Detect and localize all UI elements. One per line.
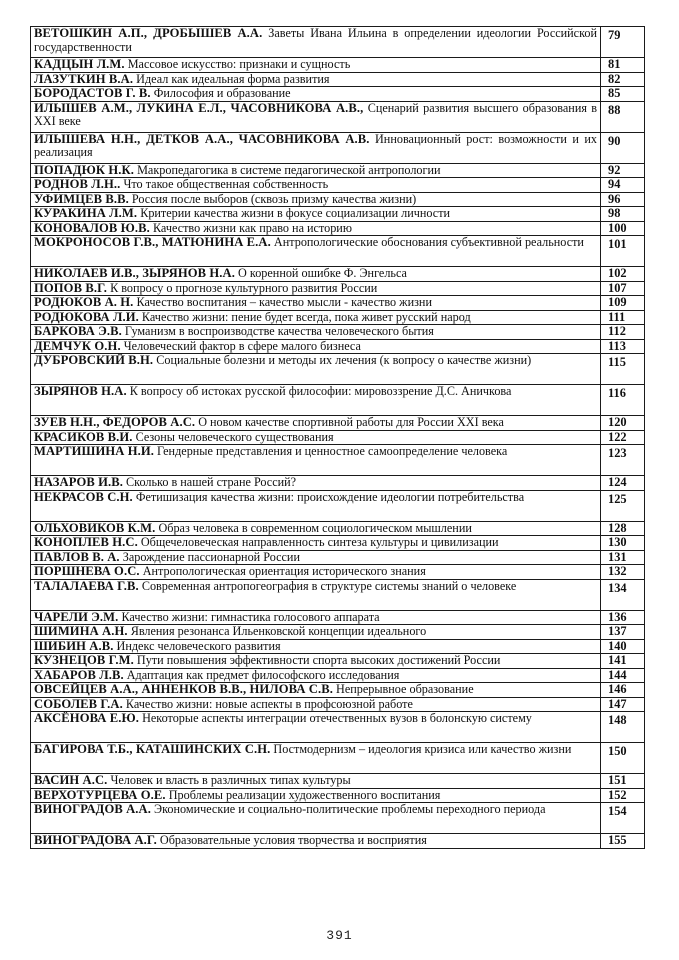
toc-row xyxy=(31,325,645,340)
entry-page: 147 xyxy=(601,697,645,712)
entry-title: Гуманизм в воспроизводстве качества человеческого бытия xyxy=(124,324,434,338)
entry-authors: ВИНОГРАДОВА А.Г. xyxy=(34,833,157,847)
toc-entry xyxy=(31,521,601,536)
entry-authors: ПАВЛОВ В. А. xyxy=(34,549,120,564)
entry-title: О новом качестве спортивной работы для России XXI века xyxy=(198,415,504,429)
entry-title: Заветы Ивана Ильина в определении идеологии Российской государственности xyxy=(34,26,598,54)
entry-page: 141 xyxy=(601,654,645,669)
entry-title: Инновационный рост: возможности и их реализация xyxy=(34,131,597,159)
entry-title: Сезоны человеческого существования xyxy=(135,429,334,444)
entry-title: Проблемы реализации художественного воспитания xyxy=(168,787,441,802)
entry-title: Философия и образование xyxy=(153,86,291,100)
entry-title: Индекс человеческого развития xyxy=(116,638,281,653)
entry-title: Антропологические обоснования субъективной реальности xyxy=(273,235,584,249)
toc-entry xyxy=(31,610,601,625)
toc-row xyxy=(31,339,645,354)
entry-authors: НЕКРАСОВ С.Н. xyxy=(34,489,133,504)
entry-title: Макропедагогика в системе педагогической антропологии xyxy=(137,162,441,177)
toc-entry xyxy=(31,476,601,491)
entry-page: 90 xyxy=(601,132,645,163)
entry-page: 94 xyxy=(601,178,645,193)
toc-row xyxy=(31,683,645,698)
entry-authors: ПОПОВ В.Г. xyxy=(34,280,108,295)
toc-row xyxy=(31,192,645,207)
entry-authors: ИЛЫШЕВА Н.Н., ДЕТКОВ А.А., ЧАСОВНИКОВА А.В. xyxy=(34,131,370,146)
toc-entry xyxy=(31,654,601,669)
entry-page: 82 xyxy=(601,72,645,87)
entry-authors: НИКОЛАЕВ И.В., ЗЫРЯНОВ Н.А. xyxy=(34,266,235,280)
toc-row xyxy=(31,639,645,654)
toc-entry xyxy=(31,579,601,610)
entry-page: 148 xyxy=(601,712,645,743)
toc-entry xyxy=(31,445,601,476)
toc-row xyxy=(31,354,645,385)
entry-page: 124 xyxy=(601,476,645,491)
entry-authors: ТАЛАЛАЕВА Г.В. xyxy=(34,578,139,593)
entry-title: Образовательные условия творчества и восприятия xyxy=(159,833,427,847)
entry-authors: УФИМЦЕВ В.В. xyxy=(34,191,129,206)
entry-page: 120 xyxy=(601,416,645,431)
toc-entry xyxy=(31,668,601,683)
toc-entry xyxy=(31,281,601,296)
entry-page: 85 xyxy=(601,87,645,102)
entry-page: 136 xyxy=(601,610,645,625)
entry-authors: ШИМИНА А.Н. xyxy=(34,624,128,638)
entry-page: 144 xyxy=(601,668,645,683)
toc-entry xyxy=(31,416,601,431)
entry-authors: АКСЁНОВА Е.Ю. xyxy=(34,711,140,725)
entry-title: Постмодернизм – идеология кризиса или качество жизни xyxy=(273,742,572,756)
toc-row xyxy=(31,625,645,640)
entry-page: 125 xyxy=(601,490,645,521)
entry-authors: КУЗНЕЦОВ Г.М. xyxy=(34,653,134,667)
entry-page: 122 xyxy=(601,430,645,445)
toc-row xyxy=(31,521,645,536)
toc-row xyxy=(31,834,645,849)
entry-title: Фетишизация качества жизни: происхождение идеологии потребительства xyxy=(135,489,525,504)
entry-title: Россия после выборов (сквозь призму качества жизни) xyxy=(131,191,417,206)
toc-entry xyxy=(31,536,601,551)
toc-row xyxy=(31,697,645,712)
entry-authors: ОВСЕЙЦЕВ А.А., АННЕНКОВ В.В., НИЛОВА С.В. xyxy=(34,682,333,696)
entry-title: Идеал как идеальная форма развития xyxy=(136,71,330,86)
entry-title: Человеческий фактор в сфере малого бизнеса xyxy=(123,338,361,353)
toc-entry xyxy=(31,132,601,163)
entry-title: Качество жизни: пение будет всегда, пока живет русский народ xyxy=(141,309,471,324)
entry-title: Явления резонанса Ильенковской концепции идеального xyxy=(130,624,427,638)
toc-row xyxy=(31,803,645,834)
entry-page: 150 xyxy=(601,743,645,774)
entry-title: Пути повышения эффективности спорта высоких достижений России xyxy=(136,653,501,667)
toc-row xyxy=(31,163,645,178)
entry-authors: ОЛЬХОВИКОВ К.М. xyxy=(34,520,156,535)
entry-page: 137 xyxy=(601,625,645,640)
toc-entry xyxy=(31,236,601,267)
entry-authors: ХАБАРОВ Л.В. xyxy=(34,667,124,682)
entry-page: 112 xyxy=(601,325,645,340)
toc-entry xyxy=(31,743,601,774)
entry-page: 132 xyxy=(601,565,645,580)
entry-authors: КОНОПЛЕВ Н.С. xyxy=(34,535,138,549)
entry-page: 130 xyxy=(601,536,645,551)
entry-authors: ИЛЫШЕВ А.М., ЛУКИНА Е.Л., ЧАСОВНИКОВА А.В., xyxy=(34,100,364,115)
entry-authors: ВЕТОШКИН А.П., ДРОБЫШЕВ А.А. xyxy=(34,26,263,40)
toc-entry xyxy=(31,354,601,385)
entry-page: 92 xyxy=(601,163,645,178)
entry-authors: ДУБРОВСКИЙ В.Н. xyxy=(34,353,154,367)
entry-page: 115 xyxy=(601,354,645,385)
toc-row xyxy=(31,310,645,325)
entry-title: Качество жизни: новые аспекты в профсоюзной работе xyxy=(125,696,413,711)
entry-authors: ЗУЕВ Н.Н., ФЕДОРОВ А.С. xyxy=(34,415,196,429)
entry-authors: ПОРШНЕВА О.С. xyxy=(34,564,140,578)
toc-row xyxy=(31,385,645,416)
entry-authors: КОНОВАЛОВ Ю.В. xyxy=(34,220,150,235)
toc-entry xyxy=(31,550,601,565)
entry-authors: НАЗАРОВ И.В. xyxy=(34,475,123,489)
toc-row xyxy=(31,267,645,282)
entry-authors: БАГИРОВА Т.Б., КАТАШИНСКИХ С.Н. xyxy=(34,742,271,756)
entry-authors: ПОПАДЮК Н.К. xyxy=(34,162,135,177)
entry-authors: ЛАЗУТКИН В.А. xyxy=(34,71,134,86)
toc-row xyxy=(31,281,645,296)
toc-row xyxy=(31,654,645,669)
entry-authors: СОБОЛЕВ Г.А. xyxy=(34,696,123,711)
toc-row xyxy=(31,536,645,551)
entry-title: К вопросу о прогнозе культурного развития России xyxy=(110,280,378,295)
entry-page: 107 xyxy=(601,281,645,296)
entry-title: Современная антропогеография в структуре системы знаний о человеке xyxy=(141,578,517,593)
entry-authors: МАРТИШИНА Н.И. xyxy=(34,444,154,458)
entry-authors: РОДНОВ Л.Н.. xyxy=(34,177,121,191)
toc-row xyxy=(31,774,645,789)
toc-row xyxy=(31,207,645,222)
toc-entry xyxy=(31,803,601,834)
toc-row xyxy=(31,579,645,610)
entry-title: Сколько в нашей стране Россий? xyxy=(126,475,297,489)
entry-page: 111 xyxy=(601,310,645,325)
toc-entry xyxy=(31,178,601,193)
entry-page: 146 xyxy=(601,683,645,698)
toc-entry xyxy=(31,325,601,340)
entry-title: Критерии качества жизни в фокусе социализации личности xyxy=(140,206,451,220)
entry-page: 88 xyxy=(601,101,645,132)
entry-page: 123 xyxy=(601,445,645,476)
entry-page: 140 xyxy=(601,639,645,654)
entry-title: Что такое общественная собственность xyxy=(123,177,329,191)
toc-row xyxy=(31,712,645,743)
toc-entry xyxy=(31,192,601,207)
toc-entry xyxy=(31,834,601,849)
entry-authors: ВИНОГРАДОВ А.А. xyxy=(34,802,151,816)
entry-title: Качество жизни: гимнастика голосового аппарата xyxy=(121,609,380,624)
entry-authors: ВАСИН А.С. xyxy=(34,773,108,787)
entry-authors: ВЕРХОТУРЦЕВА О.Е. xyxy=(34,787,166,802)
entry-title: К вопросу об истоках русской философии: мировоззрение Д.С. Аничкова xyxy=(129,384,512,398)
toc-entry xyxy=(31,267,601,282)
entry-page: 128 xyxy=(601,521,645,536)
toc-entry xyxy=(31,27,601,58)
entry-title: Экономические и социально-политические проблемы переходного периода xyxy=(154,802,546,816)
entry-page: 113 xyxy=(601,339,645,354)
entry-authors: БОРОДАСТОВ Г. В. xyxy=(34,86,151,100)
entry-authors: БАРКОВА Э.В. xyxy=(34,324,122,338)
toc-row xyxy=(31,132,645,163)
entry-title: Адаптация как предмет философского исследования xyxy=(126,667,400,682)
toc-row xyxy=(31,743,645,774)
entry-page: 96 xyxy=(601,192,645,207)
toc-entry xyxy=(31,87,601,102)
entry-page: 101 xyxy=(601,236,645,267)
entry-authors: ЧАРЕЛИ Э.М. xyxy=(34,609,119,624)
toc-row xyxy=(31,416,645,431)
entry-title: Сценарий развития высшего образования в XXI веке xyxy=(34,100,598,128)
toc-row xyxy=(31,178,645,193)
entry-title: Гендерные представления и ценностное самоопределение человека xyxy=(157,444,508,458)
toc-row xyxy=(31,668,645,683)
entry-page: 151 xyxy=(601,774,645,789)
entry-title: Непрерывное образование xyxy=(336,682,474,696)
toc-row xyxy=(31,430,645,445)
toc-entry xyxy=(31,101,601,132)
entry-title: Зарождение пассионарной России xyxy=(122,549,300,564)
toc-row xyxy=(31,550,645,565)
entry-page: 102 xyxy=(601,267,645,282)
entry-title: Общечеловеческая направленность синтеза культуры и цивилизации xyxy=(140,535,499,549)
toc-entry xyxy=(31,712,601,743)
entry-authors: ЗЫРЯНОВ Н.А. xyxy=(34,384,127,398)
entry-page: 79 xyxy=(601,27,645,58)
entry-authors: РОДЮКОВ А. Н. xyxy=(34,295,134,309)
toc-entry xyxy=(31,565,601,580)
toc-entry xyxy=(31,774,601,789)
entry-page: 131 xyxy=(601,550,645,565)
toc-row xyxy=(31,58,645,73)
entry-title: Человек и власть в различных типах культуры xyxy=(110,773,351,787)
toc-entry xyxy=(31,339,601,354)
entry-page: 154 xyxy=(601,803,645,834)
toc-row xyxy=(31,490,645,521)
toc-row xyxy=(31,221,645,236)
entry-page: 109 xyxy=(601,296,645,311)
entry-authors: КРАСИКОВ В.И. xyxy=(34,429,133,444)
entry-title: Некоторые аспекты интеграции отечественных вузов в болонскую систему xyxy=(142,711,532,725)
toc-row xyxy=(31,27,645,58)
page-number: 391 xyxy=(326,928,353,943)
entry-authors: РОДЮКОВА Л.И. xyxy=(34,309,139,324)
toc-row xyxy=(31,565,645,580)
toc-row xyxy=(31,445,645,476)
toc-entry xyxy=(31,430,601,445)
toc-entry xyxy=(31,639,601,654)
toc-entry xyxy=(31,310,601,325)
entry-authors: ДЕМЧУК О.Н. xyxy=(34,338,121,353)
entry-page: 155 xyxy=(601,834,645,849)
toc-row xyxy=(31,72,645,87)
toc-entry xyxy=(31,385,601,416)
entry-page: 98 xyxy=(601,207,645,222)
entry-page: 134 xyxy=(601,579,645,610)
entry-page: 81 xyxy=(601,58,645,73)
entry-authors: ШИБИН А.В. xyxy=(34,638,114,653)
entry-title: О коренной ошибке Ф. Энгельса xyxy=(238,266,407,280)
entry-title: Массовое искусство: признаки и сущность xyxy=(127,57,351,71)
entry-page: 100 xyxy=(601,221,645,236)
entry-title: Качество воспитания – качество мысли - качество жизни xyxy=(136,295,432,309)
entry-title: Качество жизни как право на историю xyxy=(152,220,352,235)
toc-entry xyxy=(31,683,601,698)
entry-title: Социальные болезни и методы их лечения (к вопросу о качестве жизни) xyxy=(156,353,532,367)
table-of-contents xyxy=(30,26,645,849)
toc-entry xyxy=(31,207,601,222)
toc-row xyxy=(31,87,645,102)
toc-row xyxy=(31,296,645,311)
toc-row xyxy=(31,610,645,625)
toc-entry xyxy=(31,490,601,521)
entry-authors: МОКРОНОСОВ Г.В., МАТЮНИНА Е.А. xyxy=(34,235,271,249)
toc-entry xyxy=(31,625,601,640)
toc-row xyxy=(31,788,645,803)
entry-page: 152 xyxy=(601,788,645,803)
entry-authors: КАДЦЫН Л.М. xyxy=(34,57,125,71)
toc-entry xyxy=(31,163,601,178)
toc-entry xyxy=(31,296,601,311)
entry-title: Антропологическая ориентация исторического знания xyxy=(142,564,426,578)
toc-row xyxy=(31,476,645,491)
toc-entry xyxy=(31,72,601,87)
toc-entry xyxy=(31,58,601,73)
toc-row xyxy=(31,236,645,267)
entry-title: Образ человека в современном социологическом мышлении xyxy=(158,520,472,535)
entry-page: 116 xyxy=(601,385,645,416)
toc-entry xyxy=(31,221,601,236)
toc-entry xyxy=(31,788,601,803)
entry-authors: КУРАКИНА Л.М. xyxy=(34,206,138,220)
toc-entry xyxy=(31,697,601,712)
toc-row xyxy=(31,101,645,132)
